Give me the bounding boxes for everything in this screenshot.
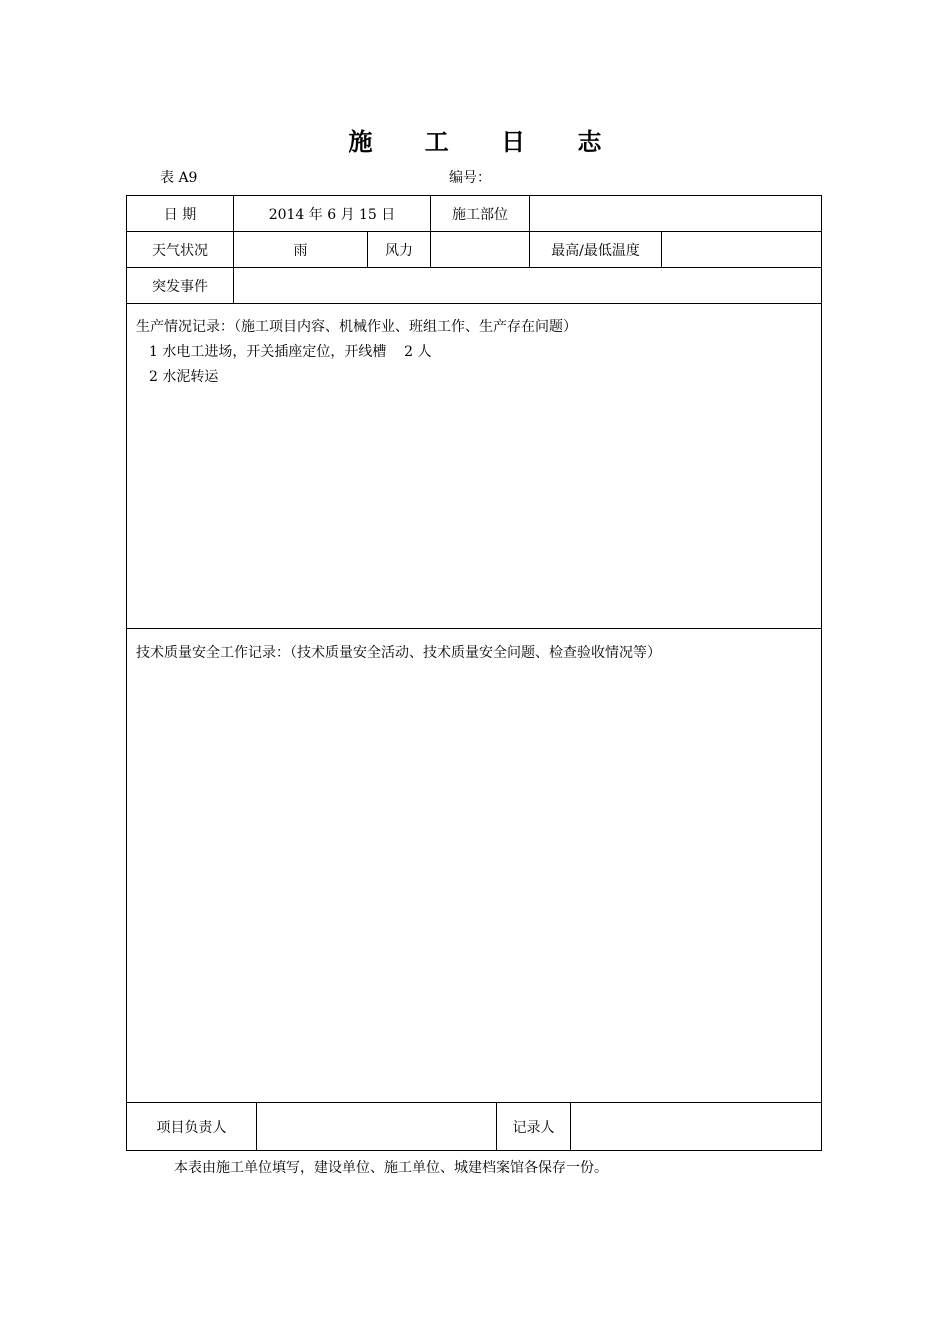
form-code: 表 A9 bbox=[160, 170, 198, 186]
page-title: 施 工 日 志 bbox=[348, 128, 624, 156]
quality-safety-record-heading: 技术质量安全工作记录：（技术质量安全活动、技术质量安全问题、检查验收情况等） bbox=[136, 645, 661, 661]
weather-row bbox=[127, 232, 821, 268]
production-record-line: 1 水电工进场，开关插座定位，开线槽 2 人 bbox=[149, 344, 432, 360]
signoff-row bbox=[127, 1103, 821, 1150]
project-manager-field[interactable] bbox=[257, 1103, 497, 1150]
production-record-line: 2 水泥转运 bbox=[149, 369, 219, 385]
serial-number-label: 编号： bbox=[449, 170, 491, 186]
date-row bbox=[127, 196, 821, 232]
incident-row bbox=[127, 268, 821, 304]
site-field[interactable] bbox=[530, 196, 821, 231]
wind-label: 风力 bbox=[368, 232, 431, 267]
date-label: 日 期 bbox=[127, 196, 234, 231]
recorder-field[interactable] bbox=[571, 1103, 821, 1150]
weather-field[interactable]: 雨 bbox=[234, 232, 368, 267]
temperature-label: 最高/最低温度 bbox=[530, 232, 662, 267]
weather-label: 天气状况 bbox=[127, 232, 234, 267]
incident-field[interactable] bbox=[234, 268, 821, 303]
incident-label: 突发事件 bbox=[127, 268, 234, 303]
footnote: 本表由施工单位填写，建设单位、施工单位、城建档案馆各保存一份。 bbox=[174, 1160, 608, 1176]
project-manager-label: 项目负责人 bbox=[127, 1103, 257, 1150]
production-record-heading: 生产情况记录：（施工项目内容、机械作业、班组工作、生产存在问题） bbox=[136, 319, 577, 335]
site-label: 施工部位 bbox=[431, 196, 530, 231]
construction-log-form bbox=[126, 195, 822, 1151]
temperature-field[interactable] bbox=[662, 232, 821, 267]
production-record-section[interactable] bbox=[127, 304, 821, 629]
quality-safety-record-section[interactable] bbox=[127, 629, 821, 1103]
date-field[interactable]: 2014 年 6 月 15 日 bbox=[234, 196, 431, 231]
wind-field[interactable] bbox=[431, 232, 530, 267]
recorder-label: 记录人 bbox=[497, 1103, 571, 1150]
